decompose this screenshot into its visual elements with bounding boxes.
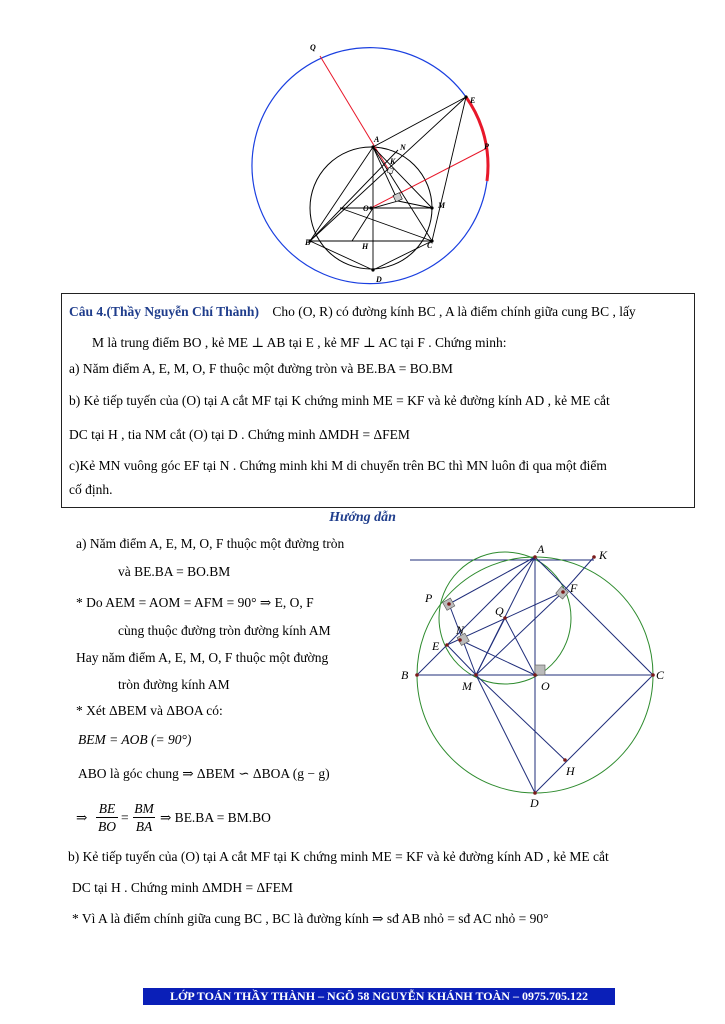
fraction-1-den: BO bbox=[98, 819, 116, 834]
problem-line-2: M là trung điểm BO , kẻ ME ⊥ AB tại E , kẻ MF ⊥ AC tại F . Chứng minh: bbox=[92, 335, 507, 350]
fig2-label-K: K bbox=[599, 548, 608, 562]
solution-step-4: BEM = AOB (= 90°) bbox=[78, 732, 192, 747]
fig1-label-D: D bbox=[376, 275, 382, 284]
problem-part-b-cont: DC tại H , tia NM cắt (O) tại D . Chứng minh ΔMDH = ΔFEM bbox=[69, 427, 410, 442]
solution-b-step-1: * Vì A là điểm chính giữa cung BC , BC là đường kính ⇒ sđ AB nhỏ = sđ AC nhỏ = 90° bbox=[72, 911, 549, 926]
problem-part-c: c)Kẻ MN vuông góc EF tại N . Chứng minh khi M di chuyển trên BC thì MN luôn đi qua một điểm bbox=[69, 458, 607, 473]
fig1-label-B: B bbox=[305, 238, 311, 247]
solution-step-1-cont: cùng thuộc đường tròn đường kính AM bbox=[118, 623, 331, 638]
problem-part-a: a) Năm điểm A, E, M, O, F thuộc một đường tròn và BE.BA = BO.BM bbox=[69, 361, 453, 376]
red-line-p bbox=[371, 148, 487, 208]
problem-intro: Cho (O, R) có đường kính BC , A là điểm chính giữa cung BC , lấy bbox=[272, 304, 636, 319]
fig2-label-F: F bbox=[570, 581, 578, 595]
problem-title: Câu 4.(Thầy Nguyễn Chí Thành) bbox=[69, 304, 259, 319]
fig1-label-C: C bbox=[427, 241, 433, 250]
solution-a-title: a) Năm điểm A, E, M, O, F thuộc một đường tròn bbox=[76, 536, 345, 551]
solution-step-3: * Xét ΔBEM và ΔBOA có: bbox=[76, 703, 223, 718]
fig2-label-E: E bbox=[432, 639, 440, 653]
fig2-label-D: D bbox=[530, 796, 539, 810]
points bbox=[308, 95, 467, 271]
fig1-label-Q: Q bbox=[310, 43, 316, 52]
fig1-label-K: K bbox=[390, 157, 396, 166]
footer-banner: LỚP TOÁN THẦY THÀNH – NGÕ 58 NGUYỄN KHÁNH TOÀN – 0975.705.122 bbox=[143, 988, 615, 1005]
fig2-label-O: O bbox=[541, 679, 550, 693]
solution-step-2: Hay năm điểm A, E, M, O, F thuộc một đường bbox=[76, 650, 329, 665]
solution-step-5: ABO là góc chung ⇒ ΔBEM ∽ ΔBOA (g − g) bbox=[78, 766, 330, 781]
solution-heading: Hướng dẫn bbox=[329, 510, 396, 525]
implies-symbol: ⇒ bbox=[76, 810, 88, 825]
figure-1-diagram bbox=[250, 30, 510, 290]
fig1-label-M: M bbox=[438, 201, 446, 210]
problem-part-b: b) Kẻ tiếp tuyến của (O) tại A cắt MF tại K chứng minh ME = KF và kẻ đường kính AD , kẻ ME cắt bbox=[69, 393, 610, 408]
fraction-equals: = bbox=[121, 810, 129, 825]
fraction-1-num: BE bbox=[96, 800, 118, 818]
fig2-label-A: A bbox=[537, 542, 545, 556]
fig1-label-A: A bbox=[374, 135, 380, 144]
fraction-2 bbox=[133, 800, 155, 836]
construction-lines bbox=[310, 97, 466, 270]
solution-b-title: b) Kẻ tiếp tuyến của (O) tại A cắt MF tại K chứng minh ME = KF và kẻ đường kính AD , kẻ ME cắt bbox=[68, 849, 609, 864]
fig1-label-N: N bbox=[400, 143, 406, 152]
fig1-label-O: O bbox=[363, 204, 369, 213]
fig1-label-H: H bbox=[362, 242, 369, 251]
big-circle-red-arc bbox=[466, 97, 488, 181]
fig2-label-P: P bbox=[425, 591, 433, 605]
problem-part-c-cont: cố định. bbox=[69, 482, 113, 497]
fig2-label-C: C bbox=[656, 668, 665, 682]
solution-step-1: * Do AEM = AOM = AFM = 90° ⇒ E, O, F bbox=[76, 595, 314, 610]
fraction-2-num: BM bbox=[134, 801, 154, 816]
fig2-label-M: M bbox=[462, 679, 472, 693]
fraction-2-den: BA bbox=[135, 819, 153, 834]
fig1-label-P: P bbox=[484, 142, 489, 151]
big-circle-blue-arc bbox=[252, 48, 487, 284]
solution-step-2-cont: tròn đường kính AM bbox=[118, 677, 230, 692]
problem-line-1 bbox=[69, 304, 636, 320]
fig2-label-H: H bbox=[566, 764, 575, 778]
figure-2-diagram bbox=[400, 535, 680, 815]
fig2-label-N: N bbox=[456, 623, 465, 637]
fraction-result: ⇒ BE.BA = BM.BO bbox=[160, 810, 271, 825]
red-line-q bbox=[320, 56, 390, 172]
solution-b-title-cont: DC tại H . Chứng minh ΔMDH = ΔFEM bbox=[72, 880, 293, 895]
fig2-label-B: B bbox=[401, 668, 409, 682]
fig2-label-Q: Q bbox=[495, 604, 504, 618]
solution-a-title-cont: và BE.BA = BO.BM bbox=[118, 564, 231, 579]
fig1-label-E: E bbox=[470, 96, 476, 105]
fraction-1 bbox=[96, 800, 118, 836]
